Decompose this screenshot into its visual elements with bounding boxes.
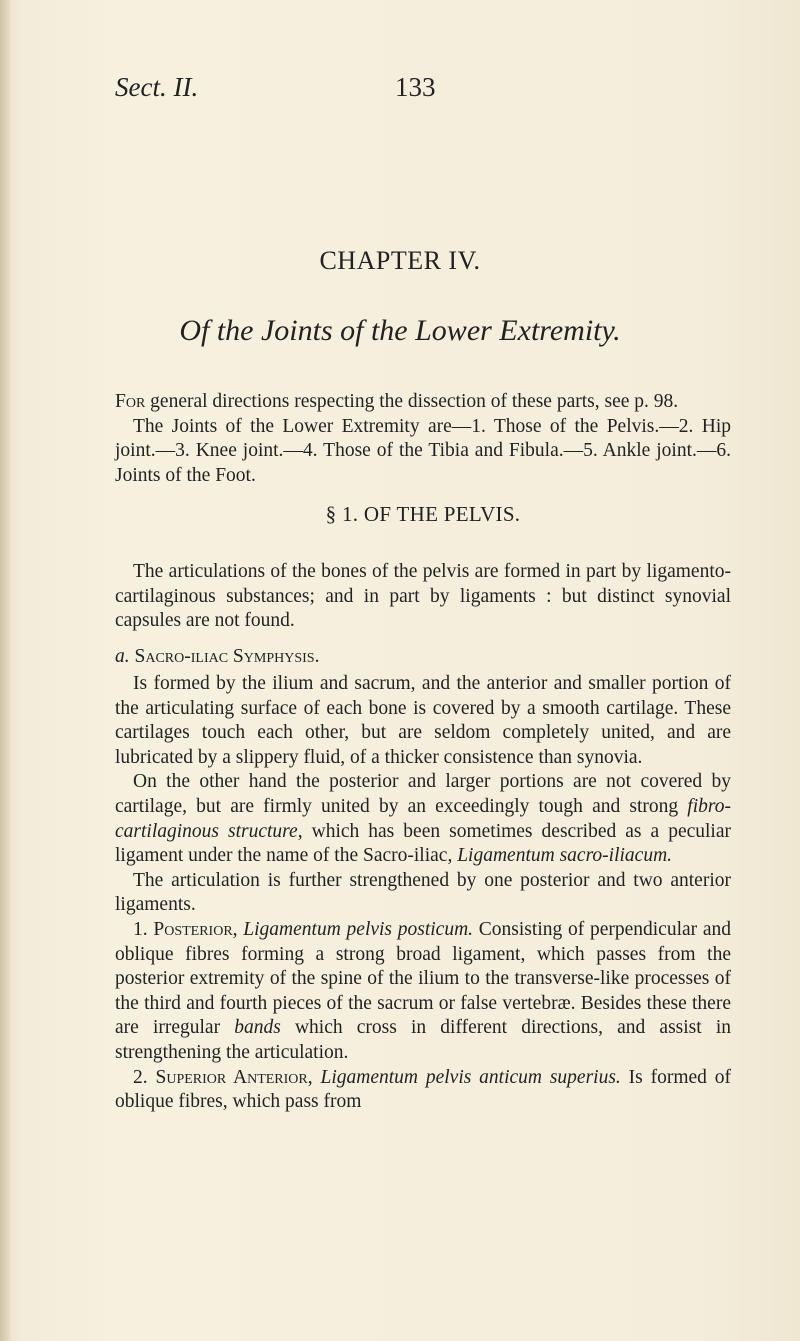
superior-anterior-number: 2. (133, 1066, 148, 1088)
sacro-iliac-label: Sacro-iliac Symphysis. (134, 646, 320, 667)
section-heading: § 1. OF THE PELVIS. (325, 502, 521, 526)
posterior-text-a: Consisting of perpendicular and oblique fibres forming a strong broad ligament, which passes from the posterior extremity of the spine of the ilium to the transverse-like processes of the third and fourth pieces of the sacrum or false vertebræ. Besides these there are irregular (115, 918, 732, 1039)
sacro-iliac-body (115, 672, 731, 1115)
intro-paragraph-1-text: general directions respecting the dissection of these parts, see p. 98. (145, 391, 679, 412)
sacro-iliac-heading (115, 645, 731, 670)
superior-anterior-text: Is formed of oblique fibres, which pass from (115, 1066, 732, 1113)
superior-anterior-label: Superior Anterior (155, 1066, 308, 1088)
sacro-iliac-paragraph-3: The articulation is further strengthened by one posterior and two anterior ligaments. (115, 869, 731, 916)
sacro-iliac-prefix: a. (115, 646, 130, 667)
posterior-ligament-paragraph: 1. Posterior, Ligamentum pelvis posticum. Consisting of perpendicular and oblique fibres forming a strong broad ligament, which passes from the posterior extremity of the spine of the ilium to the transverse-like processes of the third and fourth pieces of the sacrum or false vertebræ. Besides these there are irregular bands which cross in different directions, and assist in strengthening the articulation. (115, 918, 732, 1063)
running-header (0, 72, 800, 112)
posterior-number: 1. (133, 918, 148, 940)
intro-first-word: For (115, 391, 146, 412)
intro-paragraph-2: The Joints of the Lower Extremity are—1. Those of the Pelvis.—2. Hip joint.—3. Knee joint.—4. Those of the Tibia and Fibula.—5. Ankle joint.—6. Joints of the Foot. (115, 415, 731, 486)
posterior-text-italic: bands (234, 1017, 281, 1039)
chapter-subtitle: Of the Joints of the Lower Extremity. (179, 314, 621, 347)
sacro-iliac-p2-italic2: Ligamentum sacro-iliacum. (457, 845, 673, 867)
posterior-label: Posterior (153, 918, 233, 940)
page-number: 133 (395, 72, 436, 102)
intro-paragraph-1 (115, 390, 731, 415)
sacro-iliac-p2-b: , which has been sometimes described as a peculiar ligament under the name of the Sacro-iliac, (115, 820, 731, 867)
superior-anterior-paragraph: 2. Superior Anterior, Ligamentum pelvis anticum superius. Is formed of oblique fibres, which pass from (115, 1066, 732, 1113)
section-label: Sect. II. (115, 72, 199, 102)
superior-anterior-latin: Ligamentum pelvis anticum superius. (320, 1066, 621, 1088)
section-intro-block (115, 560, 731, 634)
sacro-iliac-p2-a: On the other hand the posterior and larger portions are not covered by cartilage, but are firmly united by an exceedingly tough and strong (115, 771, 731, 817)
sacro-iliac-p2-italic: fibro-cartilaginous structure (115, 795, 731, 842)
chapter-title: CHAPTER IV. (319, 246, 481, 275)
binding-edge (0, 0, 10, 1341)
sacro-iliac-paragraph-2 (115, 770, 731, 868)
posterior-latin: Ligamentum pelvis posticum. (243, 918, 474, 940)
section-intro-paragraph: The articulations of the bones of the pelvis are formed in part by ligamento-cartilaginous substances; and in part by ligaments : but distinct synovial capsules are not found. (115, 561, 731, 632)
sacro-iliac-paragraph-1: Is formed by the ilium and sacrum, and the anterior and smaller portion of the articulating surface of each bone is covered by a smooth cartilage. These cartilages touch each other, but are seldom completely united, and are lubricated by a slippery fluid, of a thicker consistence than synovia. (115, 673, 731, 768)
posterior-text-b: which cross in different directions, and assist in strengthening the articulation. (115, 1017, 731, 1063)
intro-block (115, 390, 731, 488)
